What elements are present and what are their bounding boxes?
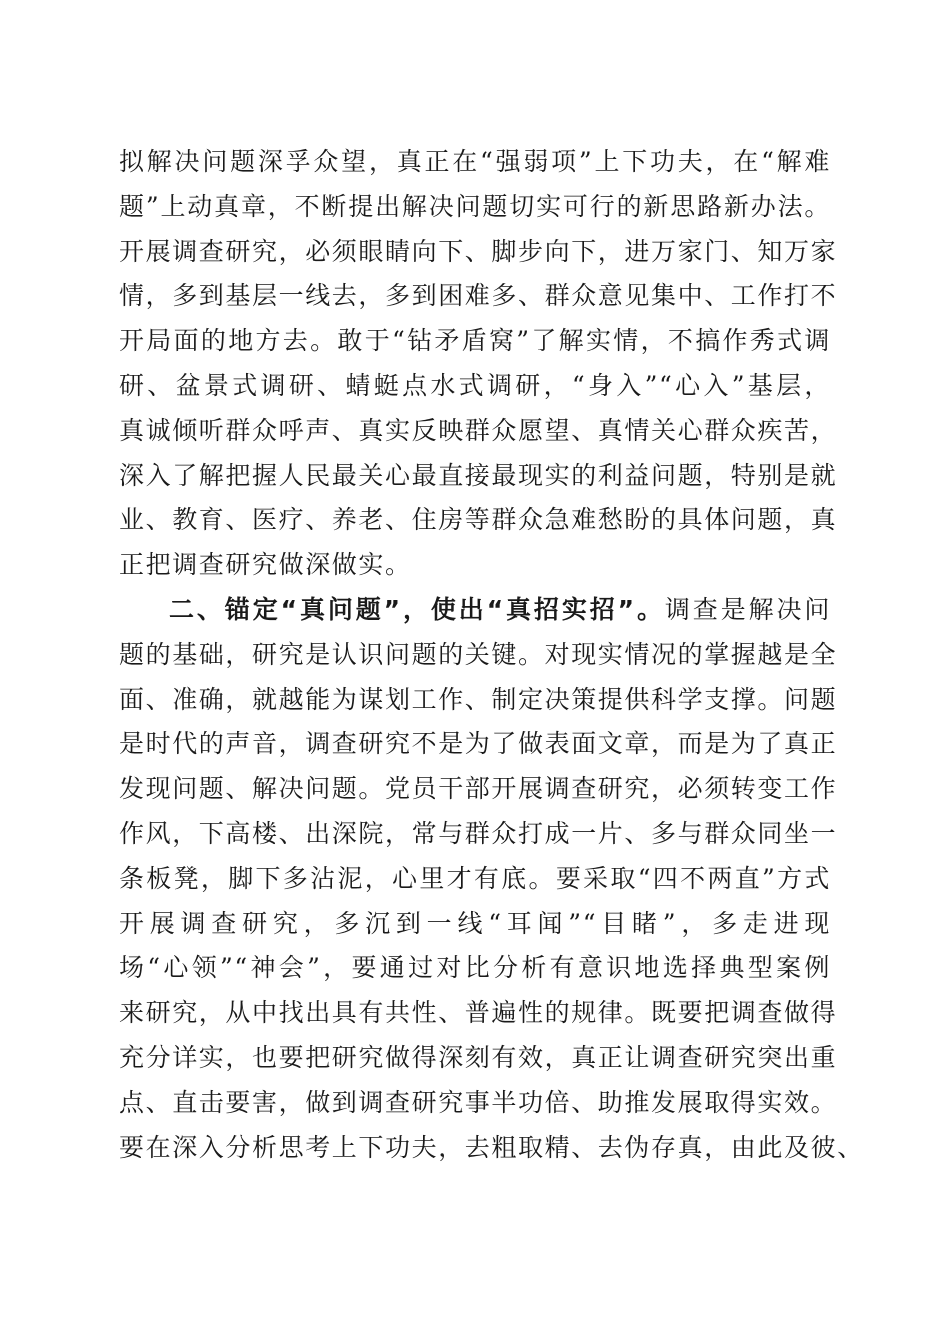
paragraph-line: 来研究，从中找出具有共性、普遍性的规律。既要把调查做得 [119,998,838,1028]
paragraph-line: 拟解决问题深孚众望，真正在“强弱项”上下功夫，在“解难 [119,147,831,176]
section-2-heading: 二、锚定“真问题”，使出“真招实招”。 [169,595,665,624]
paragraph-line: 正把调查研究做深做实。 [119,550,412,580]
paragraph-line: 条板凳，脚下多沾泥，心里才有底。要采取“四不两直”方式 [119,863,831,893]
paragraph-1 [119,140,838,588]
paragraph-line: 点、直击要害，做到调查研究事半功倍、助推发展取得实效。 [119,1087,838,1117]
paragraph-line: 发现问题、解决问题。党员干部开展调查研究，必须转变工作 [119,774,838,804]
paragraph-line: 题”上动真章，不断提出解决问题切实可行的新思路新办法。 [119,191,831,221]
paragraph-line: 作风，下高楼、出深院，常与群众打成一片、多与群众同坐一 [119,818,838,848]
paragraph-line: 场“心领”“神会”，要通过对比分析有意识地选择典型案例 [119,953,831,983]
paragraph-line: 深入了解把握人民最关心最直接最现实的利益问题，特别是就 [119,460,838,490]
paragraph-line: 真诚倾听群众呼声、真实反映群众愿望、真情关心群众疾苦， [119,415,838,445]
paragraph-2 [119,588,864,1170]
paragraph-line: 情，多到基层一线去，多到困难多、群众意见集中、工作打不 [119,281,838,311]
paragraph-line: 开局面的地方去。敢于“钻矛盾窝”了解实情，不搞作秀式调 [119,326,831,356]
section-2-first-line-rest: 调查是解决问 [664,595,832,624]
paragraph-line: 开展调查研究，必须眼睛向下、脚步向下，进万家门、知万家 [119,236,838,266]
paragraph-line: 题的基础，研究是认识问题的关键。对现实情况的掌握越是全 [119,639,838,669]
paragraph-line: 是时代的声音，调查研究不是为了做表面文章，而是为了真正 [119,729,838,759]
paragraph-line: 业、教育、医疗、养老、住房等群众急难愁盼的具体问题，真 [119,505,838,535]
section-2-first-line [119,588,831,633]
paragraph-line: 研、盆景式调研、蜻蜓点水式调研，“身入”“心入”基层， [119,370,831,400]
paragraph-line: 要在深入分析思考上下功夫，去粗取精、去伪存真，由此及彼、 [119,1132,864,1162]
paragraph-line: 充分详实，也要把研究做得深刻有效，真正让调查研究突出重 [119,1042,838,1072]
paragraph-line: 开展调查研究，多沉到一线“耳闻”“目睹”，多走进现 [119,908,831,938]
paragraph-line: 面、准确，就越能为谋划工作、制定决策提供科学支撑。问题 [119,684,838,714]
